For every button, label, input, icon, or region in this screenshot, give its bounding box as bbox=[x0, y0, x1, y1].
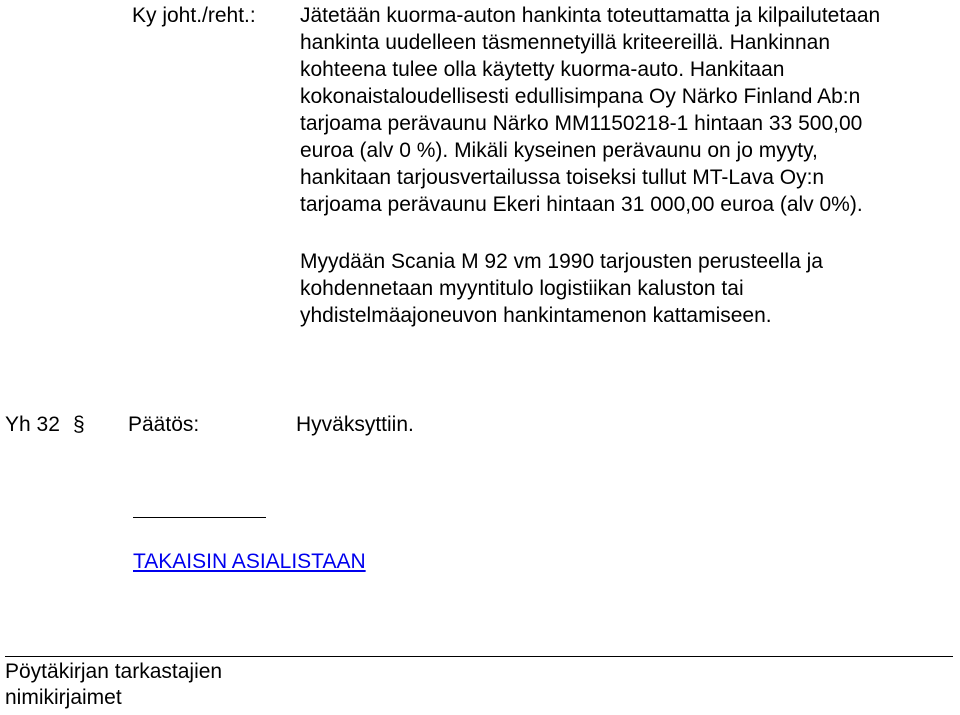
section-sign: § bbox=[73, 413, 85, 436]
sale-line: kohdennetaan myyntitulo logistiikan kaluston tai bbox=[300, 277, 744, 300]
section-number: Yh 32 bbox=[5, 413, 60, 436]
short-divider bbox=[133, 517, 266, 518]
proposal-line: kokonaistaloudellisesti edullisimpana Oy Närko Finland Ab:n bbox=[300, 85, 861, 108]
proposal-line: tarjoama perävaunu Närko MM1150218-1 hintaan 33 500,00 bbox=[300, 112, 863, 135]
proposal-line: tarjoama perävaunu Ekeri hintaan 31 000,00 euroa (alv 0%). bbox=[300, 193, 863, 216]
back-to-agenda-link[interactable]: TAKAISIN ASIALISTAAN bbox=[133, 550, 366, 573]
decision-label: Päätös: bbox=[128, 413, 200, 436]
signature-line bbox=[5, 656, 953, 657]
decision-value: Hyväksyttiin. bbox=[296, 413, 414, 436]
footer-line: Pöytäkirjan tarkastajien bbox=[5, 660, 223, 683]
footer-line: nimikirjaimet bbox=[5, 686, 122, 709]
proposal-line: hankinta uudelleen täsmennetyillä kriteereillä. Hankinnan bbox=[300, 31, 830, 54]
proposal-line: euroa (alv 0 %). Mikäli kyseinen perävaunu on jo myyty, bbox=[300, 139, 818, 162]
proposal-line: kohteena tulee olla käytetty kuorma-auto. Hankitaan bbox=[300, 58, 785, 81]
sale-paragraph bbox=[300, 248, 823, 329]
inspector-initials-label bbox=[5, 659, 222, 711]
sale-line: Myydään Scania M 92 vm 1990 tarjousten perusteella ja bbox=[300, 250, 823, 273]
proposal-label: Ky joht./reht.: bbox=[132, 4, 256, 27]
proposal-line: Jätetään kuorma-auton hankinta toteuttamatta ja kilpailutetaan bbox=[300, 4, 881, 27]
proposal-line: hankitaan tarjousvertailussa toiseksi tullut MT-Lava Oy:n bbox=[300, 166, 825, 189]
proposal-paragraph bbox=[300, 2, 880, 218]
sale-line: yhdistelmäajoneuvon hankintamenon kattamiseen. bbox=[300, 304, 772, 327]
